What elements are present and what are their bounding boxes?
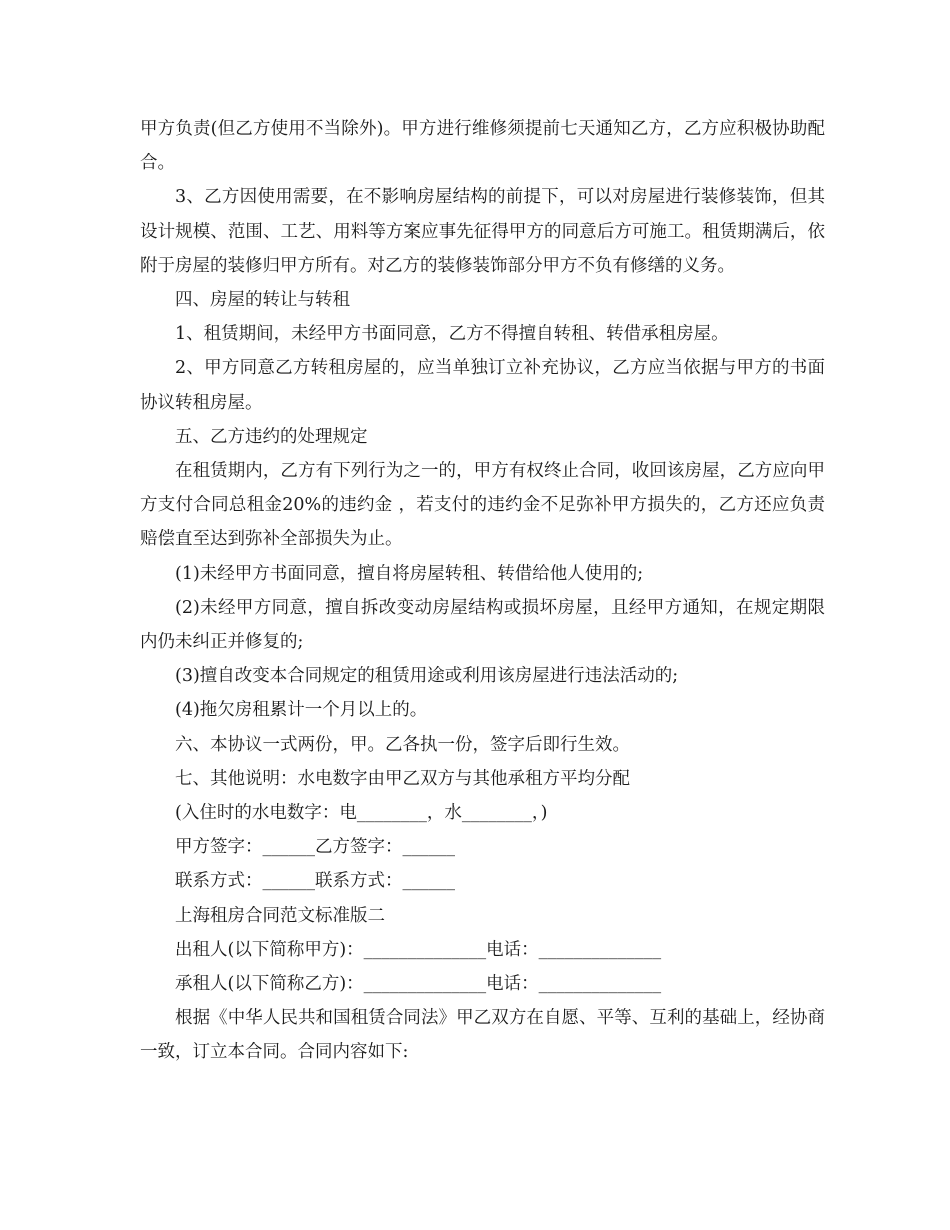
list-item-breach-1: (1)未经甲方书面同意，擅自将房屋转租、转借给他人使用的; xyxy=(175,563,644,584)
paragraph-legal-basis: 根据《中华人民共和国租赁合同法》甲乙双方在自愿、平等、互利的基础上，经协商一致，订立本合同。合同内容如下: xyxy=(140,1008,825,1063)
list-item-breach-4: (4)拖欠房租累计一个月以上的。 xyxy=(175,700,428,721)
paragraph-clause-4-2: 2、甲方同意乙方转租房屋的，应当单独订立补充协议，乙方应当依据与甲方的书面协议转租房屋。 xyxy=(140,358,825,413)
paragraph-repair-responsibility: 甲方负责(但乙方使用不当除外)。甲方进行维修须提前七天通知乙方，乙方应积极协助配合。 xyxy=(140,119,825,174)
document-body xyxy=(140,112,825,1070)
lessee-line: 承租人(以下简称乙方)：______________电话：______________ xyxy=(175,974,662,995)
heading-section-4: 四、房屋的转让与转租 xyxy=(175,290,350,311)
heading-section-5: 五、乙方违约的处理规定 xyxy=(175,426,368,447)
paragraph-utility-readings: (入住时的水电数字：电________，水________，) xyxy=(175,803,548,824)
list-item-breach-3: (3)擅自改变本合同规定的租赁用途或利用该房屋进行违法活动的; xyxy=(175,666,679,687)
list-item-breach-2: (2)未经甲方同意，擅自拆改变动房屋结构或损坏房屋，且经甲方通知，在规定期限内仍未纠正并修复的; xyxy=(140,597,825,653)
signature-line: 甲方签字：______乙方签字：______ xyxy=(175,837,455,858)
paragraph-clause-3-renovation: 3、乙方因使用需要，在不影响房屋结构的前提下，可以对房屋进行装修装饰，但其设计规模、范围、工艺、用料等方案应事先征得甲方的同意后方可施工。租赁期满后，依附于房屋的装修归甲方所有。对乙方的装修装饰部分甲方不负有修缮的义务。 xyxy=(140,187,825,276)
lessor-line: 出租人(以下简称甲方)：______________电话：______________ xyxy=(175,939,662,960)
paragraph-breach-intro: 在租赁期内，乙方有下列行为之一的，甲方有权终止合同，收回该房屋，乙方应向甲方支付合同总租金20%的违约金 ，若支付的违约金不足弥补甲方损失的，乙方还应负责赔偿直至达到弥补全部损失为止。 xyxy=(140,461,825,550)
paragraph-section-7: 七、其他说明：水电数字由甲乙双方与其他承租方平均分配 xyxy=(175,768,630,789)
paragraph-clause-4-1: 1、租赁期间，未经甲方书面同意，乙方不得擅自转租、转借承租房屋。 xyxy=(175,324,729,345)
heading-contract-version-2: 上海租房合同范文标准版二 xyxy=(175,905,385,926)
paragraph-section-6: 六、本协议一式两份，甲。乙各执一份，签字后即行生效。 xyxy=(175,734,630,755)
contact-line: 联系方式：______联系方式：______ xyxy=(175,871,455,892)
